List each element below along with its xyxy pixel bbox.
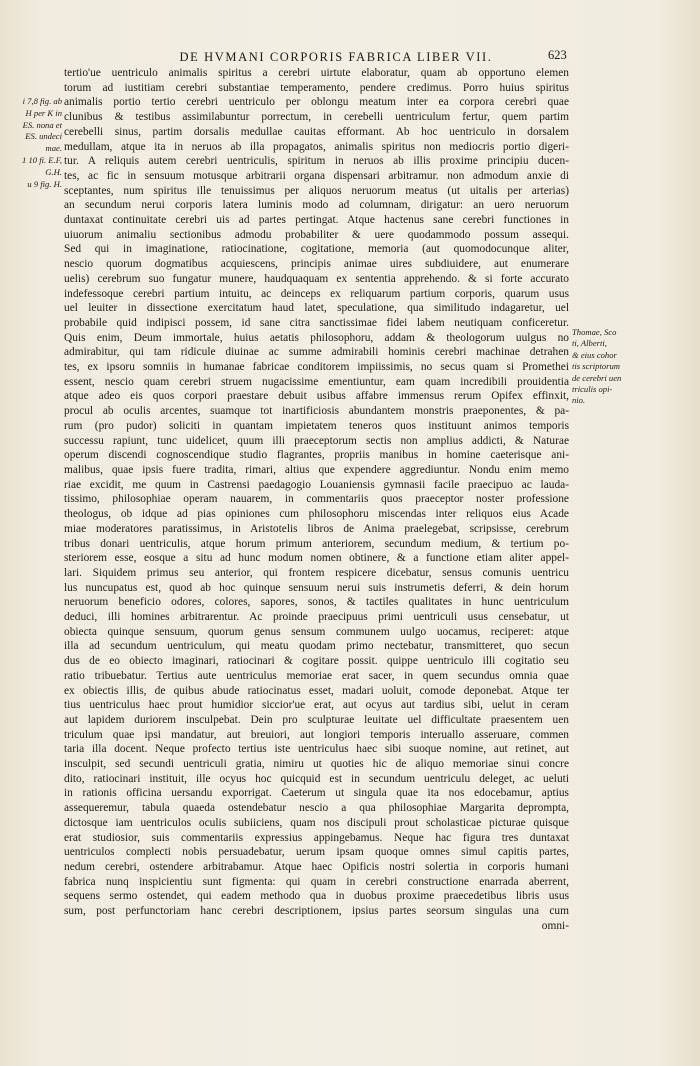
text-line: riae excidit, me quum in Castrensi paedagogio Louaniensis gymnasii facile praecipuo ac lauda- [64, 478, 569, 491]
text-line: assequeremur, tabula quaeda ostendebatur nescio a qua philosophiae Margarita deprompta, [64, 802, 569, 815]
text-line: uiuorum animaliu sectionibus admodu probabiliter & uere quodammodo possum assequi. [64, 228, 569, 241]
text-line: miae moderatores paratissimus, in Aristotelis libros de Anima praelegebat, scripsisse, cerebrum [64, 522, 569, 535]
text-line: uelis) cerebrum suo fungatur munere, haudquaquam ex sententia apprehendo. & si forte accurato [64, 272, 569, 285]
margin-note: G.H. [45, 166, 62, 177]
text-line: sequens sermo ostendet, qui eadem methodo qua in duobus proxime praecedetibus libris usus [64, 890, 569, 903]
margin-note: de cerebri uen [572, 372, 622, 383]
text-line: insculpit, sed secundi uentriculi gratia, nimiru ut quoties hic de aliquo memoriae sinui concre [64, 758, 569, 771]
text-line: animalis portio tertio cerebri uentriculo per oblongu meatum inter ea corpora cerebri quae [64, 96, 569, 109]
text-line: in rationis officina uersandu exporrigat. Caeterum ut singula quae ita nos edocebamur, aptius [64, 787, 569, 800]
margin-note: Thomae, Sco [572, 327, 617, 337]
text-line: steriorem esse, eosque a situ ad hunc modum nomen obtinere, & a functione etiam aliter appel- [64, 552, 569, 565]
text-line: erat studiosior, suis commentariis expressius appingebamus. Neque hac figura tres duntaxat [64, 831, 569, 844]
text-line: tertio'ue uentriculo animalis spiritus a cerebri uirtute elaboratur, quam ab opportuno elemen [64, 67, 569, 79]
text-line: obiecta quinque sensuum, quorum genus sensum communem uulgo uocamus, reciperet: atque [64, 625, 569, 638]
text-line: procul ab oculis arcentes, suamque tot inartificiosis abundantem monstris praeponentes, & pa- [64, 405, 569, 418]
margin-note: H per K in [25, 107, 62, 118]
text-line: medullam, atque ita in neruos ab illa propagatos, animalis spiritus non mediocris portio digeri- [64, 140, 569, 153]
right-margin-notes [572, 327, 688, 407]
body-text [64, 66, 569, 933]
text-line: taria illa docent. Neque profecto tertius iste uentriculus haec sibi suoque nomine, aut retinet, aut [64, 743, 569, 756]
text-line: aut lapidem duriorem insculpebat. Dein pro sculpturae leuitate uel difficultate praesentem uen [64, 713, 569, 726]
text-line: atque adeo eis quos corpori praestare debuit usibus affabre immensus rerum Opifex effinxit, [64, 390, 569, 403]
text-line: rum (pro pudor) soliciti in quantam impietatem teneros quos instituunt animos temporis [64, 419, 569, 432]
margin-note: 1 10 fi. E.F, [22, 154, 62, 165]
text-line: malibus, quae ipsis fuere tradita, rimari, altius que expendere aggrediuntur. Nondu enim memo [64, 463, 569, 476]
text-line: dito, ratiocinari instituit, ille ocyus hoc quicquid est in secundum uentriculu deleget, ac ueluti [64, 772, 569, 785]
margin-note: ES. nona et [22, 119, 62, 130]
text-line: theologus, ob idque ad pias opiniones cum philosophoru miscendas inter reliquos eius Acade [64, 508, 569, 521]
margin-note: mae. [45, 143, 62, 154]
text-line: nescio quorum dogmatibus acquiescens, principis animae uires subdiuidere, aut enumerare [64, 258, 569, 271]
text-line: tissimo, philosophiae operam nauarem, in commentariis quos praeceptor noster professione [64, 493, 569, 506]
text-line: cerebelli sinus, partim dorsalis medullae cauitas efformant. Ab hoc uentriculo in dorsalem [64, 125, 569, 138]
margin-note: tis scriptorum [572, 361, 620, 372]
text-line: tius uentriculus haec prout humidior siccior'ue erat, aut ocyus aut tardius sibi, uelut in ceram [64, 699, 569, 712]
text-line: tur. A reliquis autem cerebri uentriculis, spiritum in neruos ab illis proxime principiu ducen- [64, 155, 569, 168]
text-line: nedum cerebri, ostendere arbitrabamur. Atque haec Opificis nostri solertia in corporis humani [64, 860, 569, 873]
text-line: lus nuncupatus est, quod ab hoc quinque sensuum nerui suis instrumetis deferri, & dein horum [64, 581, 569, 594]
text-line: illa ad secundum uentriculum, qui meatu quodam primo nectebatur, transmitteret, quo secun [64, 640, 569, 653]
text-line: an secundum nerui corporis latera luminis modo ad columnam, dirigatur: an uero neruorum [64, 199, 569, 212]
text-line: omni- [541, 919, 569, 932]
margin-note: & eius cohor [572, 349, 617, 360]
text-line: neruorum beneficio odores, colores, sapores, sonos, & tactiles qualitates in hunc uentriculum [64, 596, 569, 609]
running-title: DE HVMANI CORPORIS FABRICA LIBER VII. [179, 50, 493, 64]
margin-note: nio. [572, 395, 586, 406]
text-line: clunibus & testibus assimilabuntur porrectum, in cerebelli uentriculum fertur, quem partim [64, 111, 569, 124]
text-line: operum discendi cognoscendique studio flagrantes, propriis manibus in homine caeterisque ani- [64, 449, 569, 462]
text-line: dus de eo obiecto imaginari, ratiocinari & cogitare possit. quippe uentriculo illi cogitatio seu [64, 655, 569, 668]
text-line: essent, nescio quam cerebri struem nugacissime ementiuntur, eam quam incredibili prouidentia [64, 375, 569, 388]
text-line: tes, ex ipsoru somniis in humanae fabricae conditorem impiissimis, no secus quam si Promethei [64, 361, 569, 374]
text-line: uel leuiter in dissectione exercitatum haud latet, speculatione, qua similitudo indagaretur, uel [64, 302, 569, 315]
text-line: triculum quae ipsi mandatur, aut breuiori, aut longiori temporis interuallo asseruare, commen [64, 728, 569, 741]
text-line: Sed qui in imaginatione, ratiocinatione, cogitatione, memoria (aut quomodocunque aliter, [64, 243, 569, 256]
text-line: torum ad iustitiam cerebri substantiae temperamento, pendere credimus. Porro huius spiritus [64, 81, 569, 94]
text-line: probabile quid indipisci possem, id sane citra sanctissimae fidei labem neutiquam conficeretur. [64, 316, 569, 329]
margin-note: u 9 fig. H. [27, 178, 62, 189]
text-line: sum, post perfunctoriam hanc cerebri descriptionem, ipsius partes seorsum singulas una cum [64, 905, 569, 918]
text-line: tes, ac fic in sensuum motusque arbitrarii organa dispensari arbitramur. non admodum anxie di [64, 169, 569, 182]
text-line: successu rapiunt, tunc uidelicet, quum illi praeceptorum sectis non amplius addicti, & Naturae [64, 434, 569, 447]
text-line: deduci, illi homines arbitrarentur. Ac proinde praecipuus primi uentriculi usus censebatur, ut [64, 611, 569, 624]
margin-note: ti, Alberti, [572, 338, 607, 349]
text-line: fabrica nunq inspicientiu sunt figmenta: qui quam in cerebri constructione enarrada aberrent, [64, 875, 569, 888]
text-line: Quis enim, Deum immortale, huius aetatis philosophoru, addam & theologorum uulgus no [64, 331, 569, 344]
margin-note: i 7,8 fig. ab [22, 96, 62, 106]
text-line: ex obiectis illis, de quibus abude ratiocinatus esset, madari uoluit, comode deponebat. Atque ter [64, 684, 569, 697]
text-line: tribus donari uentriculis, atque horum primum anteriorem, secundum medium, & tertium po- [64, 537, 569, 550]
margin-note: triculis opi- [572, 384, 613, 395]
text-line: lari. Siquidem primus seu anterior, qui frontem respicere dicebatur, sensus comunis uentricu [64, 566, 569, 579]
text-line: admirabitur, qui tam ridicule diuinae ac summe admirabili hominis cerebri machinae detrahen [64, 346, 569, 359]
margin-note: ES. undeci [25, 131, 62, 142]
text-line: ratio tribuebatur. Tertius aute uentriculus memoriae erat sacer, in quem secundus omnia quae [64, 669, 569, 682]
text-line: uentriculos complecti nobis persuadebatur, uerum ipsam quoque omnes simul capitis partes, [64, 846, 569, 859]
left-margin-notes [16, 96, 62, 190]
page-number: 623 [548, 48, 567, 62]
text-line: indefessoque cerebri partium intuitu, ac deinceps ex reliquarum partium corporis, quarum usus [64, 287, 569, 300]
text-line: duntaxat continuitate cerebri uis ad partes pertingat. Atque hactenus sane cerebri functiones in [64, 214, 569, 227]
text-line: dictosque iam uentriculos oculis subiiciens, quam nos discipuli prout scholasticae picturae quisque [64, 816, 569, 829]
text-line: sceptantes, num spiritus ille tenuissimus per aliquos neruorum meatus (ut uitalis per arterias) [64, 184, 569, 197]
